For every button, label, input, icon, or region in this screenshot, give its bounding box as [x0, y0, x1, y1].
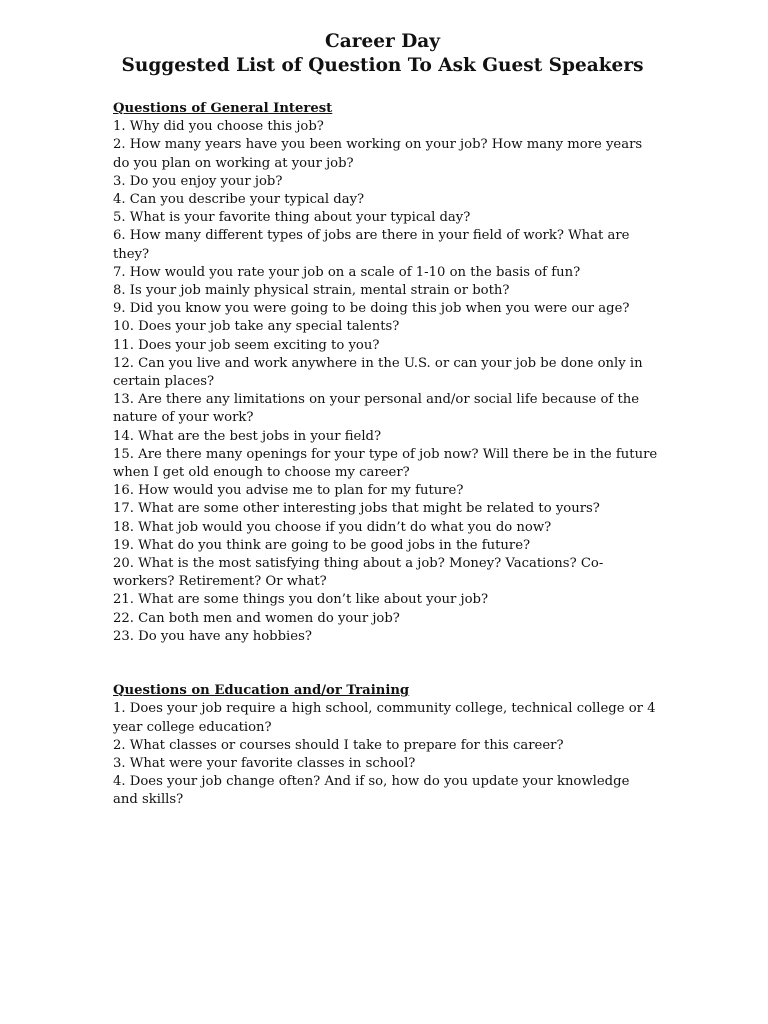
general-question-19: 19. What do you think are going to be good jobs in the future? — [113, 537, 531, 553]
education-question-2: 2. What classes or courses should I take to prepare for this career? — [113, 737, 564, 753]
general-question-20: 20. What is the most satisfying thing about a job? Money? Vacations? Co-workers? Retirement? Or what? — [113, 556, 604, 590]
education-question-1: 1. Does your job require a high school, community college, technical college or 4 year college education? — [113, 701, 656, 735]
general-question-6: 6. How many different types of jobs are there in your field of work? What are they? — [113, 228, 630, 262]
general-interest-heading: Questions of General Interest — [113, 101, 333, 116]
general-question-18: 18. What job would you choose if you didn’t do what you do now? — [113, 519, 552, 535]
education-training-section — [113, 682, 658, 809]
general-question-15: 15. Are there many openings for your type of job now? Will there be in the future when I get old enough to choose my career? — [113, 446, 658, 481]
document-page — [113, 30, 658, 810]
title-line-2: Suggested List of Question To Ask Guest Speakers — [121, 55, 644, 76]
general-question-5: 5. What is your favorite thing about your typical day? — [113, 210, 471, 226]
general-question-1: 1. Why did you choose this job? — [113, 119, 324, 135]
general-question-21: 21. What are some things you don’t like about your job? — [113, 592, 489, 608]
general-question-8: 8. Is your job mainly physical strain, mental strain or both? — [113, 283, 510, 299]
general-question-4: 4. Can you describe your typical day? — [113, 192, 365, 208]
general-question-12: 12. Can you live and work anywhere in the U.S. or can your job be done only in certain places? — [113, 355, 643, 390]
general-question-11: 11. Does your job seem exciting to you? — [113, 337, 380, 353]
general-question-10: 10. Does your job take any special talents? — [113, 319, 400, 335]
document-title — [107, 30, 658, 78]
education-question-4: 4. Does your job change often? And if so, how do you update your knowledge and skills? — [113, 774, 630, 808]
general-question-2: 2. How many years have you been working on your job? How many more years do you plan on working at your job? — [113, 137, 643, 171]
general-question-23: 23. Do you have any hobbies? — [113, 628, 312, 644]
general-question-9: 9. Did you know you were going to be doing this job when you were our age? — [113, 301, 630, 317]
education-question-3: 3. What were your favorite classes in school? — [113, 755, 416, 771]
general-question-16: 16. How would you advise me to plan for my future? — [113, 483, 464, 499]
general-question-13: 13. Are there any limitations on your personal and/or social life because of the nature of your work? — [113, 392, 640, 426]
general-interest-section — [113, 100, 658, 646]
education-training-list — [113, 700, 658, 809]
education-training-heading: Questions on Education and/or Training — [113, 683, 410, 699]
general-interest-list — [113, 118, 658, 646]
general-question-7: 7. How would you rate your job on a scale of 1-10 on the basis of fun? — [113, 264, 581, 280]
general-question-14: 14. What are the best jobs in your field? — [113, 428, 382, 444]
general-question-3: 3. Do you enjoy your job? — [113, 173, 283, 189]
general-question-22: 22. Can both men and women do your job? — [113, 610, 400, 626]
general-question-17: 17. What are some other interesting jobs that might be related to yours? — [113, 501, 600, 517]
title-line-1: Career Day — [325, 31, 440, 52]
